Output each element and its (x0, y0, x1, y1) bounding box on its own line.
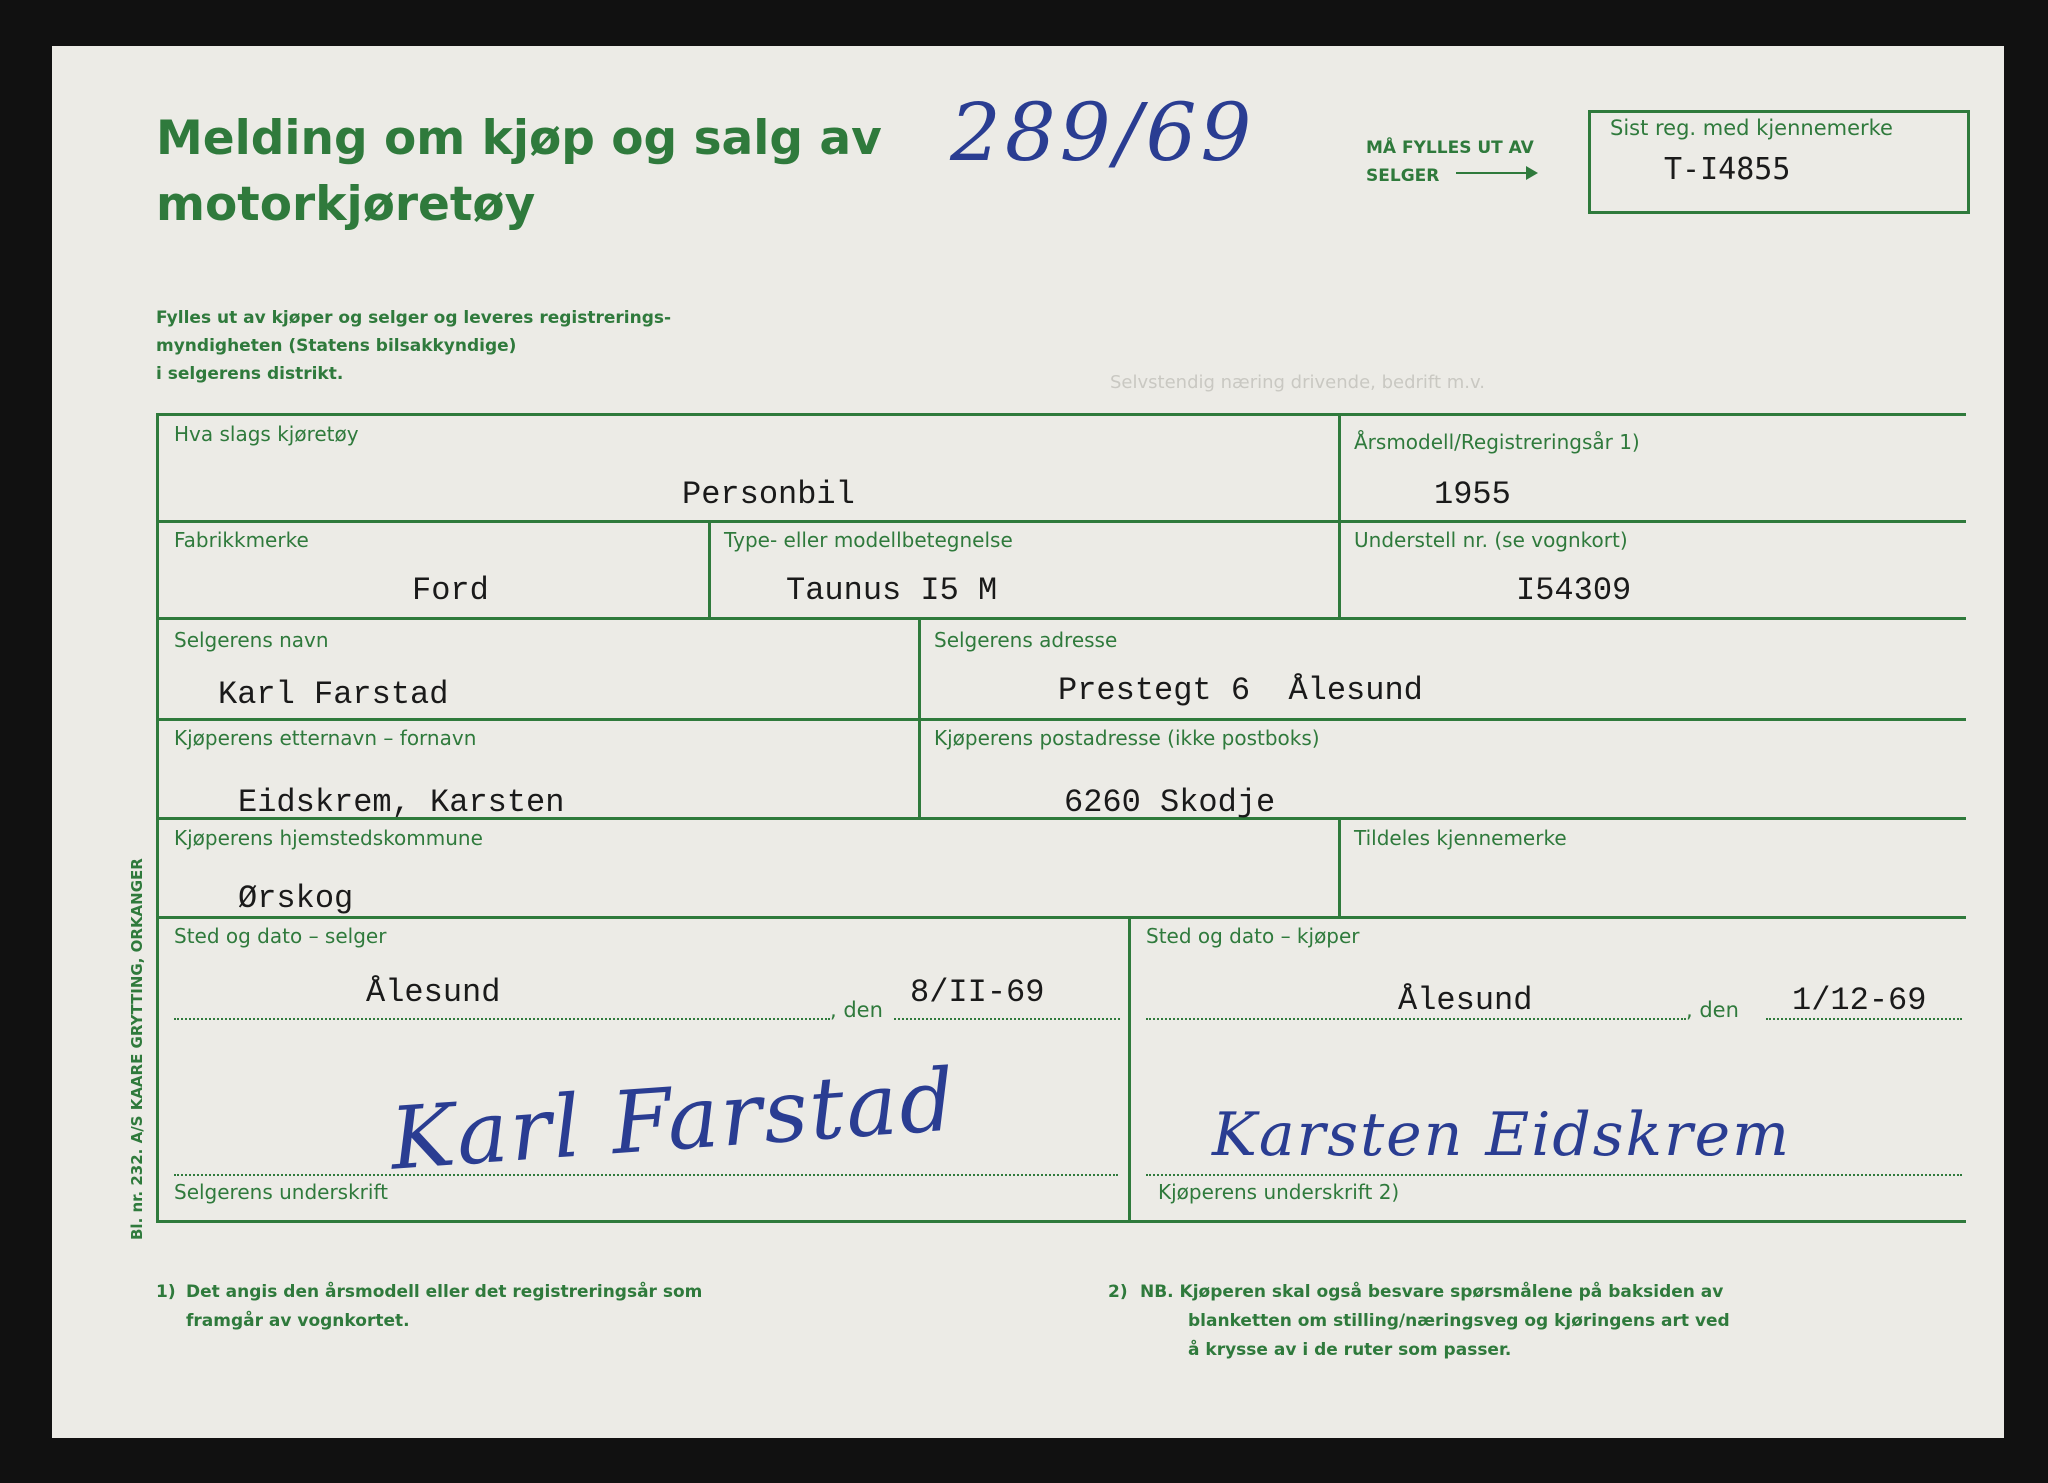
arrow-right-icon (1456, 172, 1530, 174)
form-title-line1: Melding om kjøp og salg av (156, 111, 882, 166)
dotted-line (1146, 1174, 1962, 1176)
footnote-2-line2: blanketten om stilling/næringsveg og kjøringens art ved (1188, 1311, 1730, 1331)
buyer-name-value: Eidskrem, Karsten (238, 784, 565, 821)
buyer-name-label: Kjøperens etternavn – fornavn (174, 726, 477, 750)
instructions (156, 304, 671, 388)
model-year-value: 1955 (1434, 476, 1511, 513)
footnote-2-number: 2) (1108, 1282, 1128, 1302)
buyer-den-label: , den (1686, 998, 1739, 1022)
grid-line (156, 520, 1966, 523)
seller-name-value: Karl Farstad (218, 676, 449, 713)
seller-address-value: Prestegt 6 Ålesund (1058, 672, 1423, 709)
seller-den-label: , den (830, 998, 883, 1022)
grid-line (1338, 817, 1341, 916)
make-label: Fabrikkmerke (174, 528, 309, 552)
dotted-line (1146, 1018, 1686, 1020)
dotted-line (894, 1018, 1120, 1020)
grid-line (156, 916, 1966, 919)
seller-place-date-label: Sted og dato – selger (174, 924, 387, 948)
case-number: 289/69 (950, 86, 1256, 179)
make-value: Ford (412, 572, 489, 609)
footnote-2-line3: å krysse av i de ruter som passer. (1188, 1340, 1512, 1360)
buyer-address-value: 6260 Skodje (1064, 784, 1276, 821)
buyer-signature-label: Kjøperens underskrift 2) (1158, 1180, 1400, 1204)
buyer-municipality-value: Ørskog (238, 880, 354, 917)
must-fill-note (1366, 134, 1534, 190)
footnote-2-line1: NB. Kjøperen skal også besvare spørsmålene på baksiden av (1140, 1282, 1724, 1302)
grid-line (1338, 413, 1341, 617)
grid-line (156, 413, 159, 1223)
instructions-line1: Fylles ut av kjøper og selger og leveres registrerings- (156, 308, 672, 328)
seller-address-label: Selgerens adresse (934, 628, 1118, 652)
footnote-1-number: 1) (156, 1282, 176, 1302)
vehicle-type-label: Hva slags kjøretøy (174, 422, 359, 446)
show-through-text: Selvstendig næring drivende, bedrift m.v. (1110, 372, 1485, 393)
seller-signature: Karl Farstad (387, 1050, 960, 1190)
form-title (156, 106, 882, 238)
buyer-place-value: Ålesund (1398, 982, 1533, 1019)
assigned-plate-label: Tildeles kjennemerke (1354, 826, 1567, 850)
seller-name-label: Selgerens navn (174, 628, 329, 652)
chassis-label: Understell nr. (se vognkort) (1354, 528, 1628, 552)
instructions-line2: myndigheten (Statens bilsakkyndige) (156, 336, 517, 356)
buyer-place-date-label: Sted og dato – kjøper (1146, 924, 1360, 948)
footnote-1-line1: Det angis den årsmodell eller det registreringsår som (186, 1282, 703, 1302)
grid-line (156, 413, 1966, 416)
vehicle-type-value: Personbil (682, 476, 855, 513)
arrow-head-icon (1526, 166, 1538, 180)
footnote-1-line2: framgår av vognkortet. (186, 1311, 410, 1331)
printer-mark: Bl. nr. 232. A/S KAARE GRYTTING, ORKANGER (128, 858, 146, 1240)
chassis-value: I54309 (1516, 572, 1632, 609)
form-title-line2: motorkjøretøy (156, 177, 536, 232)
must-fill-line2: SELGER (1366, 166, 1440, 186)
must-fill-line1: MÅ FYLLES UT AV (1366, 138, 1534, 158)
model-value: Taunus I5 M (786, 572, 998, 609)
grid-line (156, 1220, 1966, 1223)
last-registration-label: Sist reg. med kjennemerke (1610, 116, 1893, 140)
grid-line (1128, 916, 1131, 1223)
dotted-line (174, 1018, 830, 1020)
grid-line (918, 617, 921, 817)
seller-place-value: Ålesund (366, 974, 501, 1011)
grid-line (156, 617, 1966, 620)
footnote-2 (1140, 1278, 1730, 1365)
footnote-1 (186, 1278, 702, 1336)
seller-date-value: 8/II-69 (910, 974, 1045, 1011)
buyer-address-label: Kjøperens postadresse (ikke postboks) (934, 726, 1320, 750)
buyer-date-value: 1/12-69 (1792, 982, 1927, 1019)
seller-signature-label: Selgerens underskrift (174, 1180, 388, 1204)
buyer-signature: Karsten Eidskrem (1212, 1100, 1792, 1170)
grid-line (708, 520, 711, 617)
buyer-municipality-label: Kjøperens hjemstedskommune (174, 826, 483, 850)
dotted-line (174, 1174, 1118, 1176)
model-year-label: Årsmodell/Registreringsår 1) (1354, 430, 1640, 454)
model-label: Type- eller modellbetegnelse (724, 528, 1013, 552)
dotted-line (1766, 1018, 1962, 1020)
grid-line (156, 718, 1966, 721)
instructions-line3: i selgerens distrikt. (156, 364, 344, 384)
last-registration-value: T-I4855 (1664, 152, 1791, 187)
